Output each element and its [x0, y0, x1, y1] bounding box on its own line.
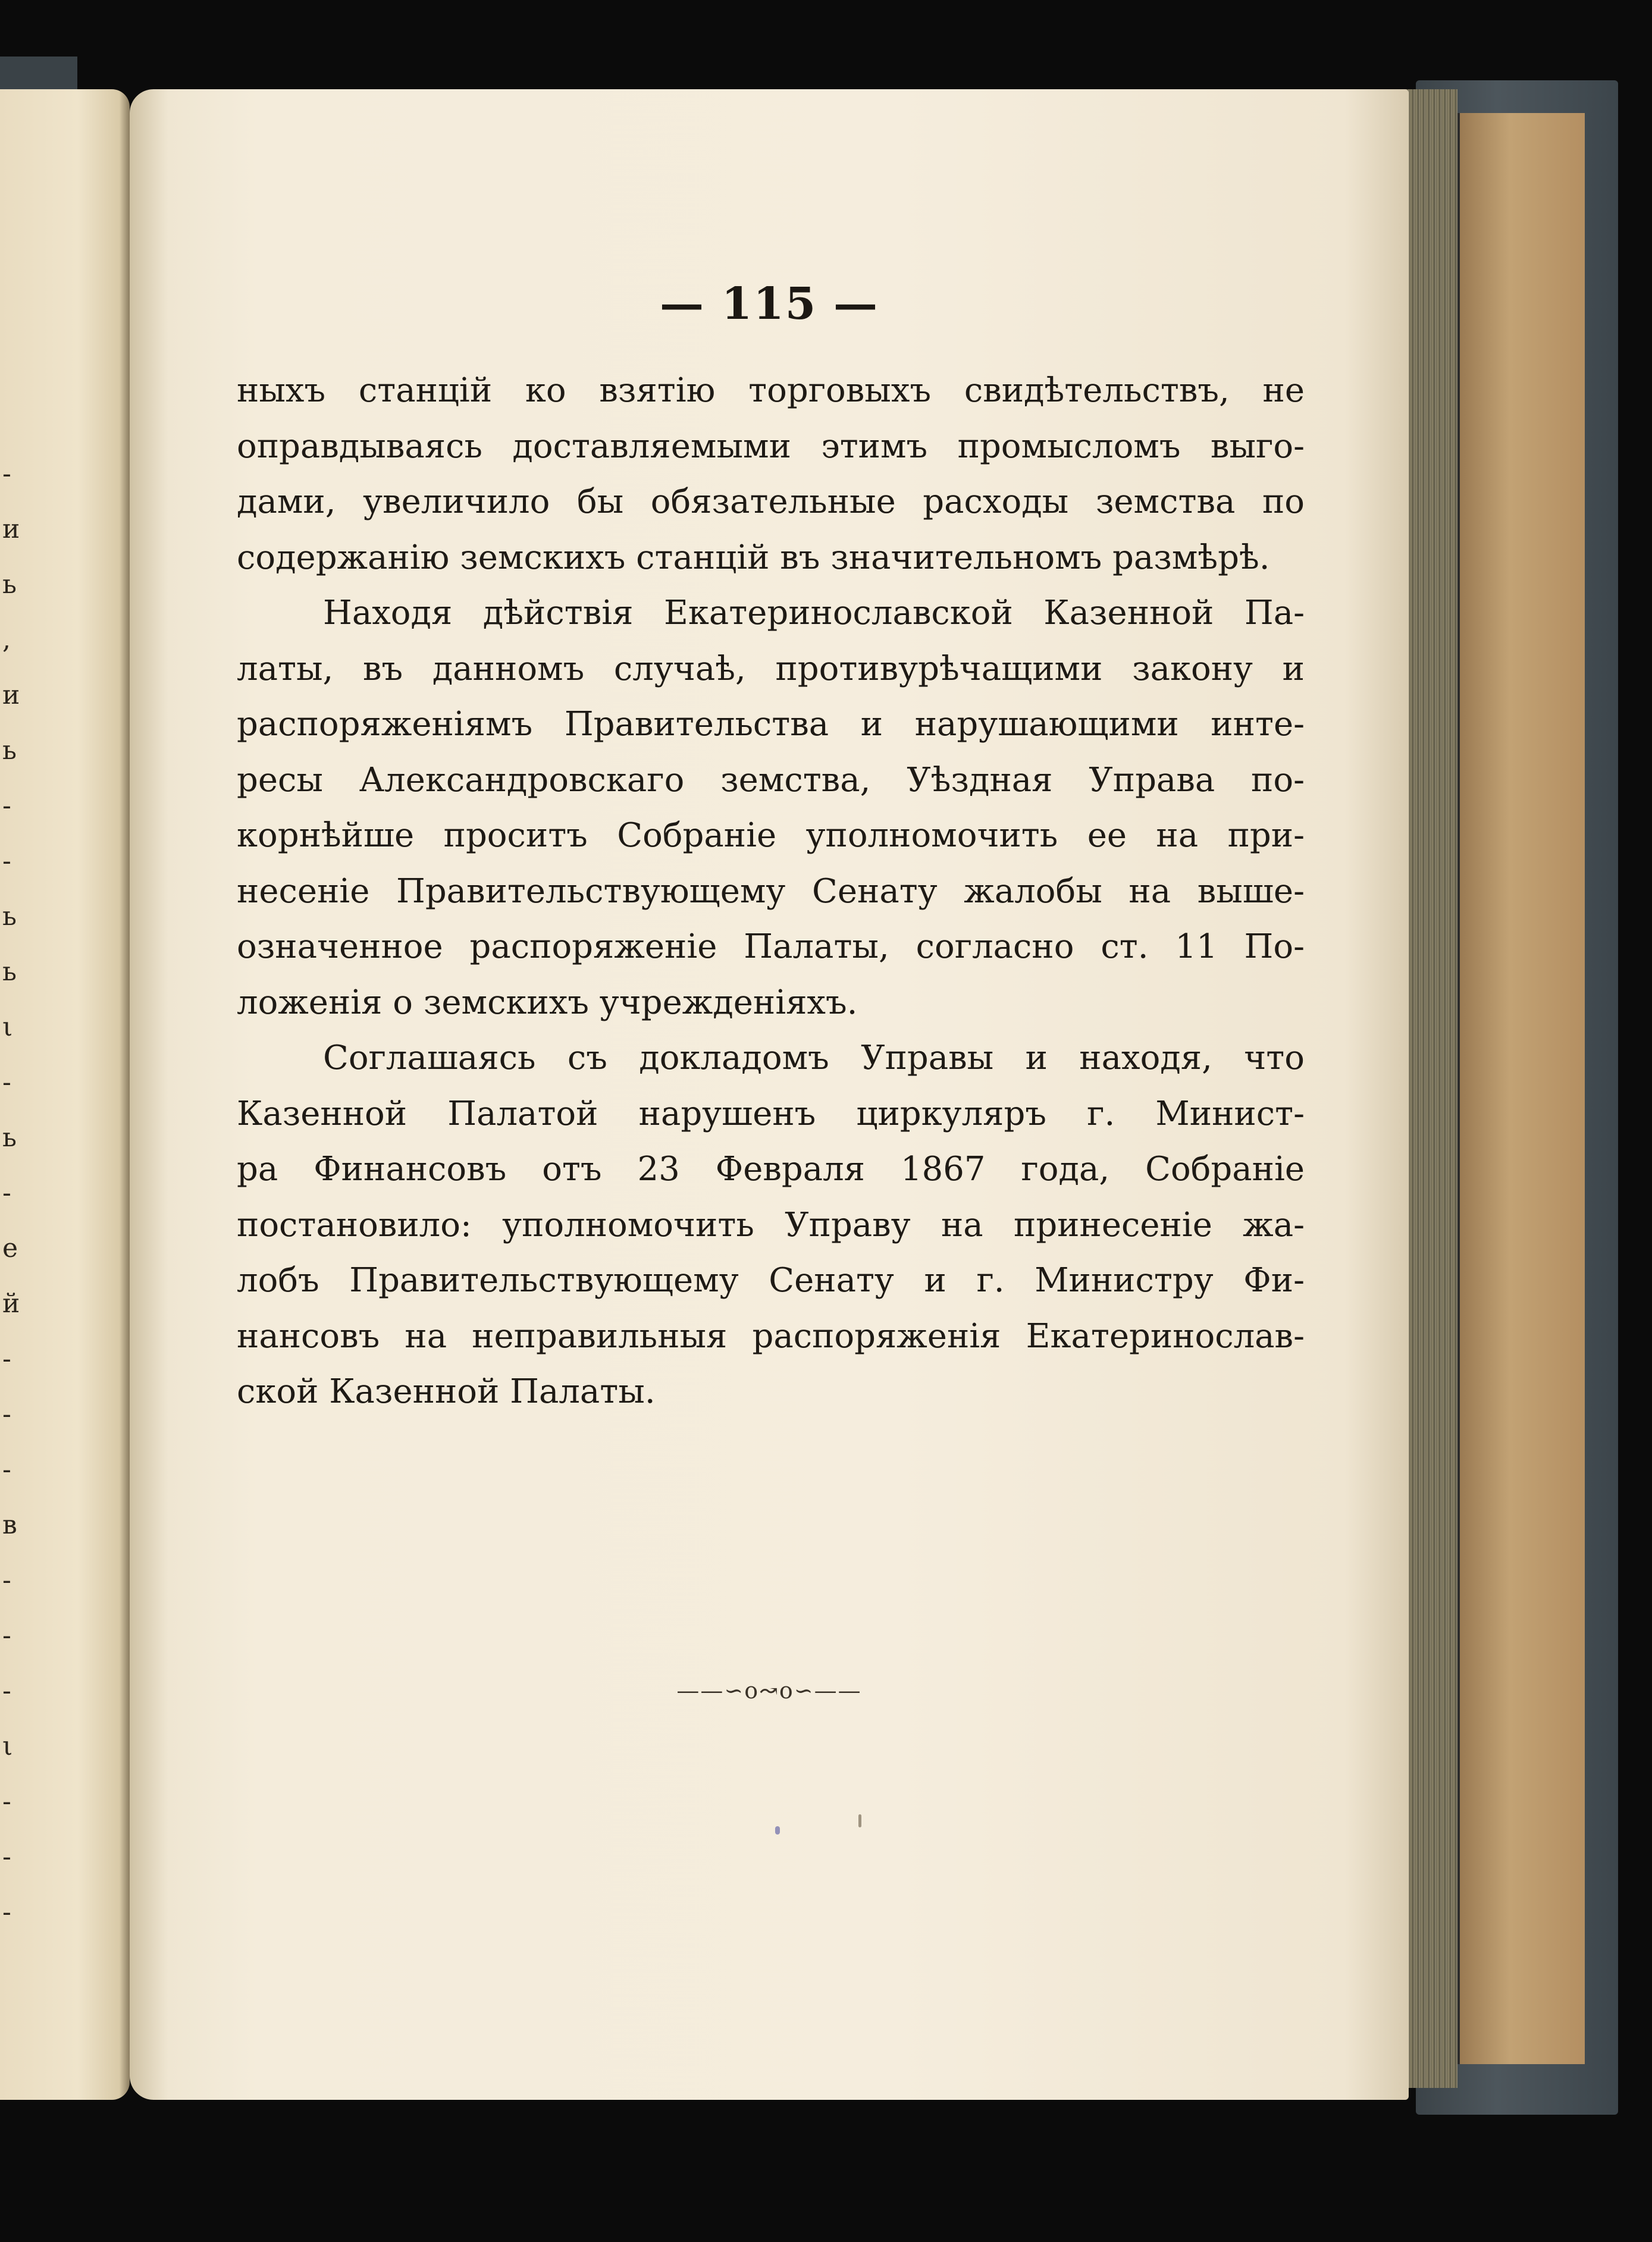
previous-page-mark: -: [2, 1842, 11, 1872]
ink-speck: [775, 1826, 780, 1835]
text-line: Находя дѣйствія Екатеринославской Казенной Па-: [323, 594, 1305, 632]
previous-page-mark: ь: [2, 901, 17, 932]
previous-page-mark: -: [2, 1565, 11, 1595]
text-line: Казенной Палатой нарушенъ циркуляръ г. Минист-: [237, 1094, 1305, 1133]
section-end-ornament: ——∽o↝o∽——: [676, 1677, 862, 1704]
text-line: ложенія о земскихъ учрежденіяхъ.: [237, 983, 858, 1022]
previous-page-mark: -: [2, 1786, 11, 1817]
previous-page-mark: -: [2, 1178, 11, 1208]
book-page: [130, 89, 1409, 2100]
previous-page-mark: в: [2, 1510, 17, 1540]
text-line: несеніе Правительствующему Сенату жалобы на выше-: [237, 871, 1305, 911]
previous-page-mark: -: [2, 1399, 11, 1429]
text-line: ныхъ станцій ко взятію торговыхъ свидѣтельствъ, не: [237, 371, 1305, 410]
text-line: оправдываясь доставляемыми этимъ промысломъ выго-: [237, 427, 1305, 466]
previous-page-mark: и: [2, 514, 20, 544]
previous-page-mark: -: [2, 1067, 11, 1098]
previous-page-mark: ι: [2, 1012, 13, 1042]
text-line: корнѣйше проситъ Собраніе уполномочить ее на при-: [237, 816, 1305, 855]
previous-page-mark: ь: [2, 569, 17, 600]
text-line: Соглашаясь съ докладомъ Управы и находя, что: [323, 1039, 1305, 1077]
previous-page-mark: -: [2, 459, 11, 489]
previous-page-mark: е: [2, 1233, 18, 1263]
previous-page-mark: -: [2, 791, 11, 821]
page-block-edges: [1404, 89, 1457, 2088]
text-line: лобъ Правительствующему Сенату и г. Министру Фи-: [237, 1261, 1305, 1300]
previous-page-mark: -: [2, 1454, 11, 1485]
endpaper: [1457, 113, 1585, 2064]
previous-page-mark: и: [2, 680, 20, 710]
text-line: латы, въ данномъ случаѣ, противурѣчащими закону и: [237, 649, 1305, 688]
page-body-text: [237, 363, 1305, 1420]
text-line: дами, увеличило бы обязательные расходы земства по: [237, 482, 1305, 521]
text-line: ра Финансовъ отъ 23 Февраля 1867 года, Собраніе: [237, 1150, 1305, 1189]
previous-page-mark: ,: [2, 625, 11, 655]
previous-page-mark: -: [2, 1676, 11, 1706]
text-line: постановило: уполномочить Управу на принесеніе жа-: [237, 1205, 1305, 1244]
previous-page-mark: ι: [2, 1731, 13, 1761]
previous-page-mark: ь: [2, 957, 17, 987]
page-number: — 115 —: [660, 278, 879, 330]
text-line: ресы Александровскаго земства, Уѣздная Управа по-: [237, 760, 1305, 799]
previous-page-mark: -: [2, 1620, 11, 1651]
text-line: означенное распоряженіе Палаты, согласно ст. 11 По-: [237, 927, 1305, 966]
previous-page-mark: -: [2, 1344, 11, 1374]
previous-page-mark: ь: [2, 1122, 17, 1153]
text-line: ской Казенной Палаты.: [237, 1372, 656, 1411]
previous-page-mark: ь: [2, 735, 17, 766]
previous-page-mark: й: [2, 1288, 20, 1319]
previous-page-mark: -: [2, 846, 11, 876]
text-line: содержанію земскихъ станцій въ значительномъ размѣрѣ.: [237, 538, 1270, 577]
previous-page-mark: -: [2, 1897, 11, 1927]
previous-page-edge: [0, 89, 130, 2100]
ink-speck: [858, 1814, 861, 1827]
text-line: распоряженіямъ Правительства и нарушающими инте-: [237, 705, 1305, 744]
text-line: нансовъ на неправильныя распоряженія Екатеринослав-: [237, 1316, 1305, 1356]
previous-page-line-endings: [2, 446, 26, 1940]
